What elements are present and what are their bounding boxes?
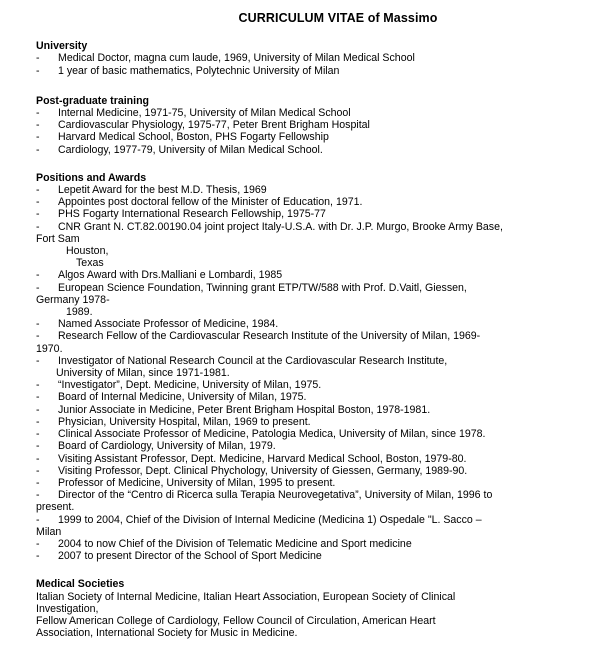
- list-item: - Junior Associate in Medicine, Peter Brent Brigham Hospital Boston, 1978-1981.: [36, 403, 431, 416]
- list-item: - Named Associate Professor of Medicine, 1984.: [36, 318, 279, 331]
- item-text: Director of the “Centro di Ricerca sulla Terapia Neurovegetativa”, University of Milan, 1996 to: [58, 489, 493, 502]
- list-item: - Algos Award with Drs.Malliani e Lombardi, 1985: [36, 269, 283, 282]
- list-item: - Director of the “Centro di Ricerca sulla Terapia Neurovegetativa”, University of Milan, 1996 to: [36, 489, 493, 502]
- item-text: Investigator of National Research Council at the Cardiovascular Research Institute,: [58, 354, 448, 367]
- list-item: - PHS Fogarty International Research Fellowship, 1975-77: [36, 208, 326, 221]
- item-text: Algos Award with Drs.Malliani e Lombardi, 1985: [58, 269, 283, 282]
- item-continuation: Germany 1978-: [36, 293, 110, 306]
- list-item: - 1 year of basic mathematics, Polytechnic University of Milan: [36, 64, 340, 77]
- list-item: - Physician, University Hospital, Milan, 1969 to present.: [36, 415, 311, 428]
- section-heading: Medical Societies: [36, 578, 125, 591]
- item-continuation: Houston,: [66, 245, 109, 258]
- list-item: - Internal Medicine, 1971-75, University of Milan Medical School: [36, 107, 351, 120]
- section-societies: [36, 578, 592, 639]
- item-text: CNR Grant N. CT.82.00190.04 joint project Italy-U.S.A. with Dr. J.P. Murgo, Brooke Army Base,: [58, 220, 503, 233]
- list-item: - Professor of Medicine, University of Milan, 1995 to present.: [36, 476, 336, 489]
- section-postgrad: [36, 95, 592, 156]
- list-item: - Medical Doctor, magna cum laude, 1969, University of Milan Medical School: [36, 52, 415, 65]
- list-item: - Harvard Medical School, Boston, PHS Fogarty Fellowship: [36, 131, 329, 144]
- list-item: - Visiting Professor, Dept. Clinical Phychology, University of Giessen, Germany, 1989-90.: [36, 464, 468, 477]
- item-text: Visiting Professor, Dept. Clinical Phychology, University of Giessen, Germany, 1989-90.: [58, 464, 468, 477]
- section-university: [36, 40, 592, 77]
- list-item: - Cardiology, 1977-79, University of Milan Medical School.: [36, 143, 323, 156]
- item-text: European Science Foundation, Twinning grant ETP/TW/588 with Prof. D.Vaitl, Giessen,: [58, 281, 467, 294]
- item-text: Named Associate Professor of Medicine, 1984.: [58, 318, 279, 331]
- item-text: Appointes post doctoral fellow of the Minister of Education, 1971.: [58, 196, 363, 209]
- item-text: Clinical Associate Professor of Medicine, Patologia Medica, University of Milan, since 1978.: [58, 428, 486, 441]
- section-positions: [36, 172, 592, 563]
- list-item: - Clinical Associate Professor of Medicine, Patologia Medica, University of Milan, since 1978.: [36, 428, 486, 441]
- list-item: - Lepetit Award for the best M.D. Thesis, 1969: [36, 184, 267, 197]
- list-item: - Research Fellow of the Cardiovascular Research Institute of the University of Milan, 1969-: [36, 330, 481, 343]
- item-text: 2004 to now Chief of the Division of Telematic Medicine and Sport medicine: [58, 537, 412, 550]
- item-text: Physician, University Hospital, Milan, 1969 to present.: [58, 415, 311, 428]
- item-text: Research Fellow of the Cardiovascular Research Institute of the University of Milan, 1969-: [58, 330, 481, 343]
- section-heading: Post-graduate training: [36, 94, 150, 107]
- document-title: CURRICULUM VITAE of Massimo: [238, 11, 438, 25]
- list-item: - Cardiovascular Physiology, 1975-77, Peter Brent Brigham Hospital: [36, 119, 370, 132]
- text-line: Fellow American College of Cardiology, Fellow Council of Circulation, American Heart: [36, 614, 436, 627]
- list-item: - Appointes post doctoral fellow of the Minister of Education, 1971.: [36, 196, 363, 209]
- item-continuation: 1989.: [66, 306, 93, 319]
- item-text: 2007 to present Director of the School of Sport Medicine: [58, 550, 322, 563]
- list-item: - Visiting Assistant Professor, Dept. Medicine, Harvard Medical School, Boston, 1979-80.: [36, 452, 467, 465]
- item-continuation: Texas: [76, 257, 104, 270]
- item-continuation: Milan: [36, 525, 62, 538]
- item-text: Lepetit Award for the best M.D. Thesis, 1969: [58, 184, 267, 197]
- list-item: - 1999 to 2004, Chief of the Division of Internal Medicine (Medicina 1) Ospedale "L. Sacco –: [36, 513, 482, 526]
- text-line: Italian Society of Internal Medicine, Italian Heart Association, European Society of Clinical: [36, 590, 456, 603]
- item-text: Professor of Medicine, University of Milan, 1995 to present.: [58, 476, 336, 489]
- list-item: - Investigator of National Research Council at the Cardiovascular Research Institute,: [36, 354, 448, 367]
- list-item: - Board of Cardiology, University of Milan, 1979.: [36, 440, 276, 453]
- positions-list: [36, 184, 592, 562]
- text-line: Association, International Society for Music in Medicine.: [36, 627, 298, 640]
- text-line: Investigation,: [36, 602, 99, 615]
- cv-document: [36, 8, 592, 649]
- section-heading: Positions and Awards: [36, 171, 147, 184]
- list-item: - 2007 to present Director of the School of Sport Medicine: [36, 550, 322, 563]
- section-heading: University: [36, 40, 88, 53]
- item-text: 1999 to 2004, Chief of the Division of Internal Medicine (Medicina 1) Ospedale "L. Sacco –: [58, 513, 482, 526]
- list-item: - CNR Grant N. CT.82.00190.04 joint project Italy-U.S.A. with Dr. J.P. Murgo, Brooke Army Base,: [36, 220, 503, 233]
- item-continuation: University of Milan, since 1971-1981.: [56, 367, 230, 380]
- item-continuation: present.: [36, 501, 75, 514]
- item-text: Visiting Assistant Professor, Dept. Medicine, Harvard Medical School, Boston, 1979-80.: [58, 452, 467, 465]
- list-item: - Board of Internal Medicine, University of Milan, 1975.: [36, 391, 307, 404]
- item-continuation: Fort Sam: [36, 232, 80, 245]
- item-text: “Investigator”, Dept. Medicine, University of Milan, 1975.: [58, 379, 322, 392]
- item-text: Board of Cardiology, University of Milan, 1979.: [58, 440, 276, 453]
- item-text: Board of Internal Medicine, University of Milan, 1975.: [58, 391, 307, 404]
- list-item: - 2004 to now Chief of the Division of Telematic Medicine and Sport medicine: [36, 537, 412, 550]
- list-item: - European Science Foundation, Twinning grant ETP/TW/588 with Prof. D.Vaitl, Giessen,: [36, 281, 467, 294]
- list-item: - “Investigator”, Dept. Medicine, University of Milan, 1975.: [36, 379, 322, 392]
- item-text: Junior Associate in Medicine, Peter Brent Brigham Hospital Boston, 1978-1981.: [58, 403, 431, 416]
- item-continuation: 1970.: [36, 342, 63, 355]
- item-text: PHS Fogarty International Research Fellowship, 1975-77: [58, 208, 326, 221]
